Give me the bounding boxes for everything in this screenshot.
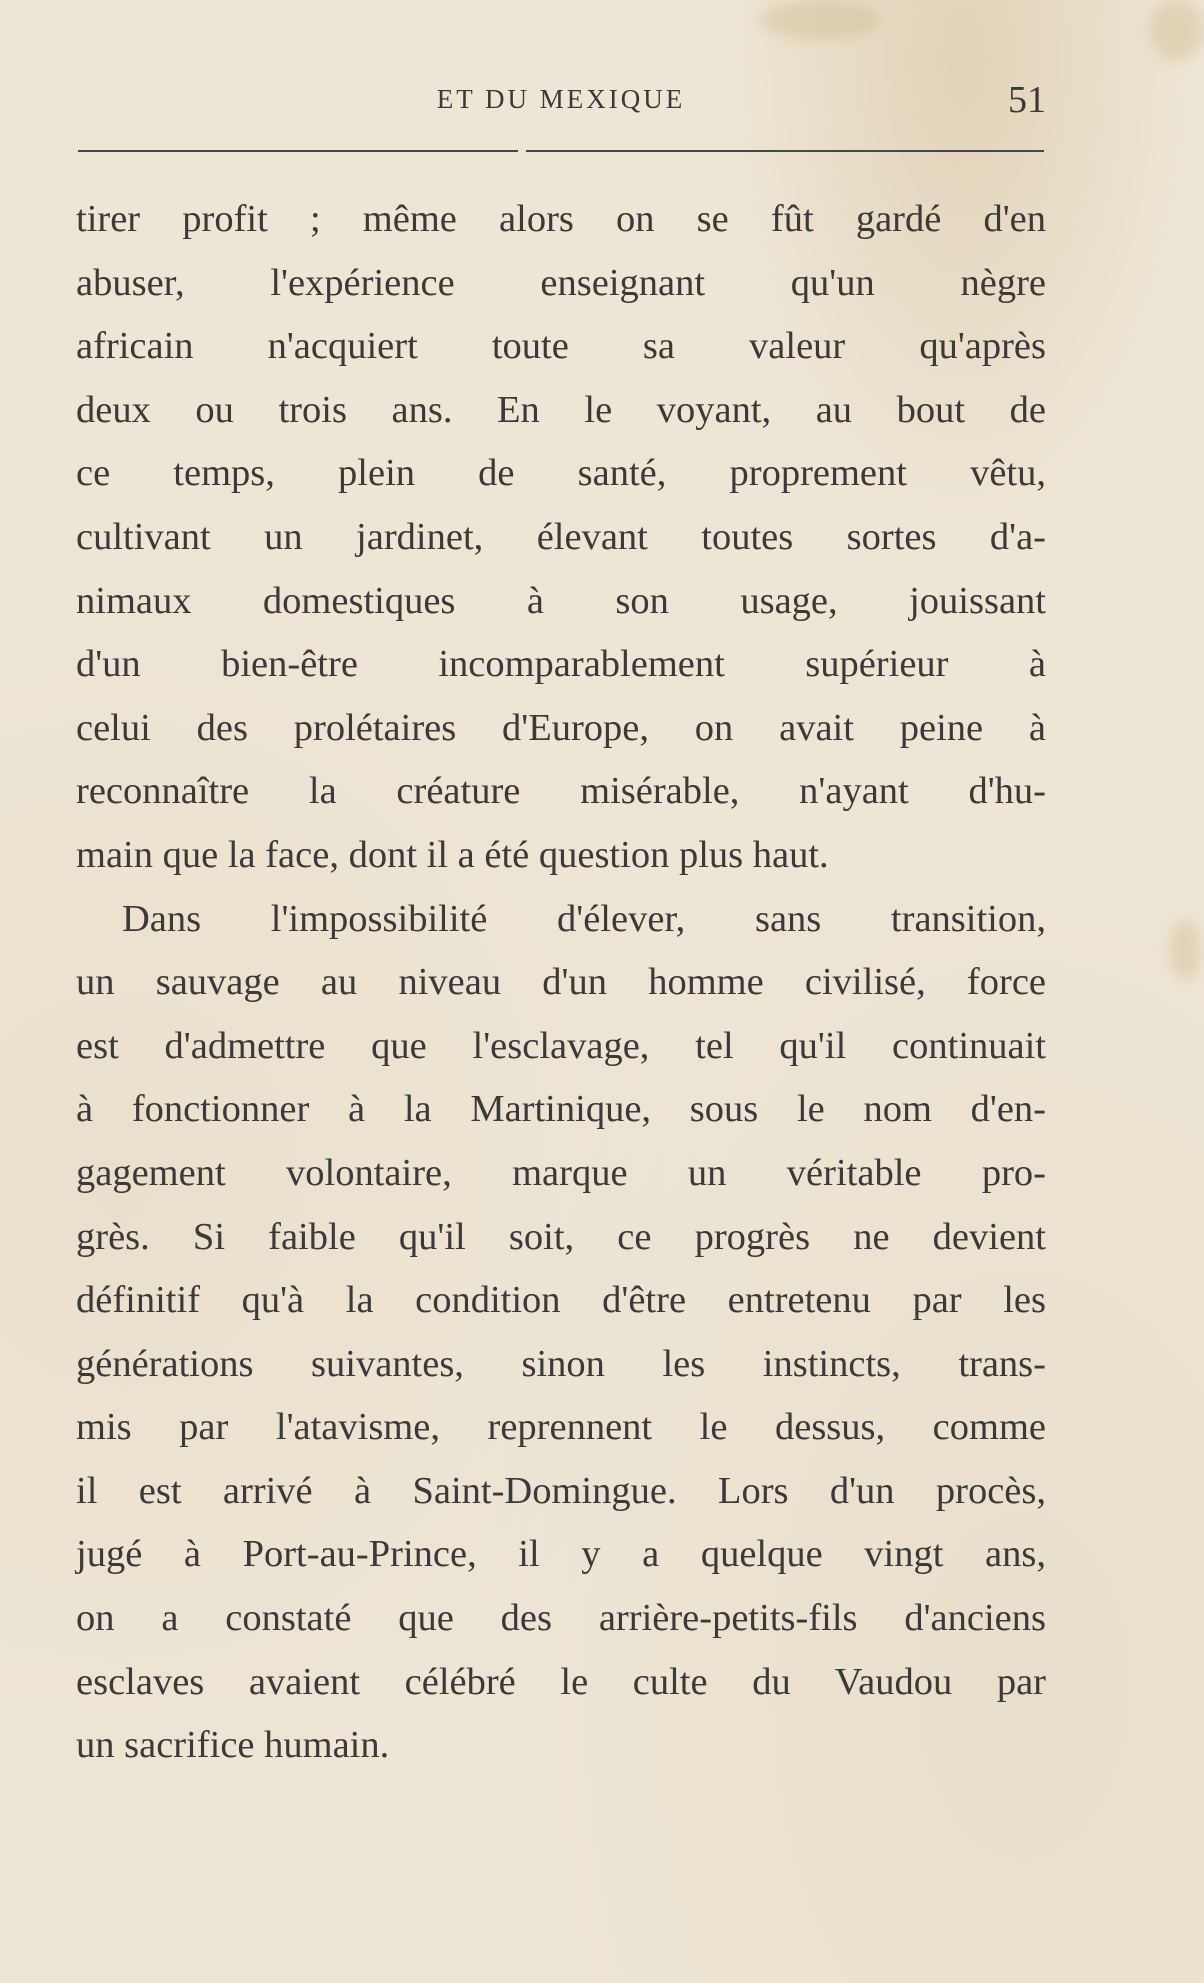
- text-line: grès. Si faible qu'il soit, ce progrès ne devient: [76, 1215, 1046, 1258]
- text-line: à fonctionner à la Martinique, sous le nom d'en-: [76, 1088, 1046, 1131]
- text-line: esclaves avaient célébré le culte du Vaudou par: [76, 1660, 1046, 1703]
- paper-stain: [760, 0, 880, 40]
- text-line: est d'admettre que l'esclavage, tel qu'il continuait: [76, 1024, 1046, 1067]
- text-line: Dans l'impossibilité d'élever, sans transition,: [122, 897, 1046, 940]
- text-line: main que la face, dont il a été question plus haut.: [76, 833, 829, 876]
- text-line: africain n'acquiert toute sa valeur qu'après: [76, 325, 1046, 368]
- paragraph-1: [76, 188, 1046, 888]
- text-line: générations suivantes, sinon les instincts, trans-: [76, 1342, 1046, 1385]
- text-line: cultivant un jardinet, élevant toutes sortes d'a-: [76, 515, 1046, 558]
- text-line: définitif qu'à la condition d'être entretenu par les: [76, 1279, 1046, 1322]
- header-rule-left: [78, 150, 518, 152]
- text-line: mis par l'atavisme, reprennent le dessus, comme: [76, 1406, 1046, 1449]
- page-header: [76, 78, 1046, 128]
- text-line: jugé à Port-au-Prince, il y a quelque vingt ans,: [76, 1533, 1046, 1576]
- text-line: d'un bien-être incomparablement supérieur à: [76, 643, 1046, 686]
- text-line: abuser, l'expérience enseignant qu'un nègre: [76, 261, 1046, 304]
- text-line: ce temps, plein de santé, proprement vêtu,: [76, 452, 1046, 495]
- text-line: deux ou trois ans. En le voyant, au bout de: [76, 388, 1046, 431]
- text-line: tirer profit ; même alors on se fût gardé d'en: [76, 198, 1046, 240]
- text-line: celui des prolétaires d'Europe, on avait peine à: [76, 706, 1046, 749]
- text-line: il est arrivé à Saint-Domingue. Lors d'un procès,: [76, 1469, 1046, 1512]
- text-line: nimaux domestiques à son usage, jouissant: [76, 579, 1046, 622]
- text-line: un sacrifice humain.: [76, 1724, 390, 1767]
- page-number: 51: [1008, 79, 1046, 121]
- text-line: reconnaître la créature misérable, n'ayant d'hu-: [76, 770, 1046, 813]
- running-head: ET DU MEXIQUE: [436, 84, 686, 114]
- text-line: on a constaté que des arrière-petits-fils d'anciens: [76, 1597, 1046, 1640]
- paper-stain: [1150, 0, 1204, 60]
- text-line: gagement volontaire, marque un véritable pro-: [76, 1151, 1046, 1194]
- header-rule-right: [526, 150, 1044, 152]
- body-text: [76, 188, 1046, 1778]
- paragraph-2: [76, 888, 1046, 1778]
- text-line: un sauvage au niveau d'un homme civilisé, force: [76, 961, 1046, 1004]
- paper-stain: [1170, 920, 1200, 980]
